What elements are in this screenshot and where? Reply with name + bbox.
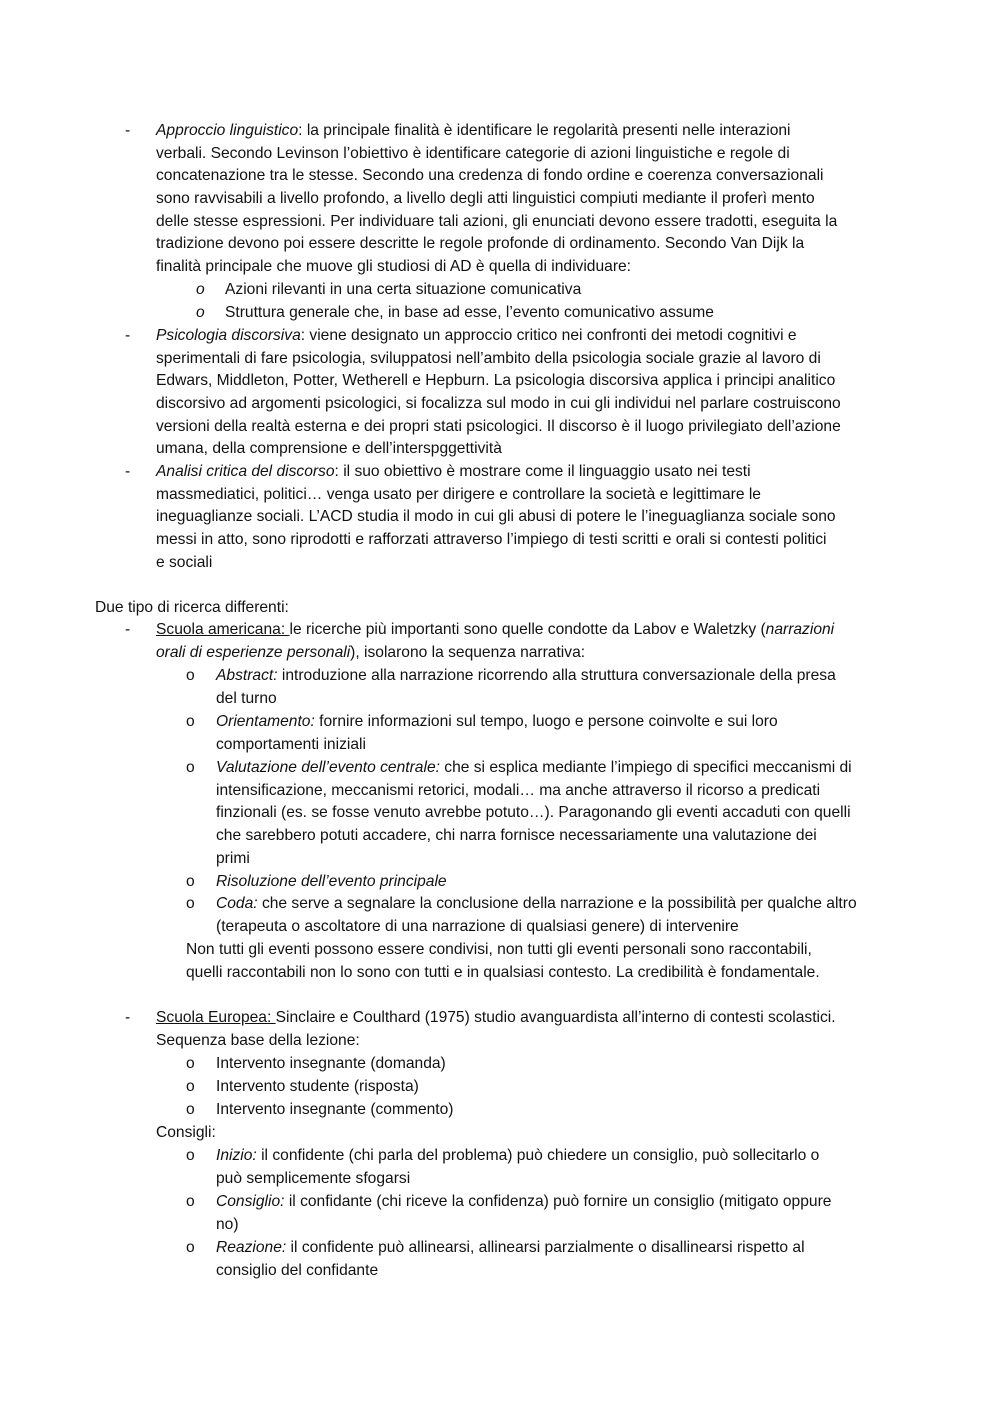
section-heading: Due tipo di ricerca differenti:: [95, 599, 289, 616]
term: Approccio linguistico: [156, 122, 299, 139]
list-item: Risoluzione dell’evento principale: [216, 873, 447, 890]
bullet-circle: o: [186, 873, 195, 890]
bullet-dash: -: [125, 122, 131, 139]
list-item: Inizio: il confidente (chi parla del problema) può chiedere un consiglio, può sollecitarlo o può semplicemente sfogarsi: [216, 1147, 820, 1187]
list-item: Struttura generale che, in base ad esse, l’evento comunicativo assume: [225, 304, 714, 321]
term: Psicologia discorsiva: [156, 327, 301, 344]
term: Scuola americana:: [156, 621, 290, 638]
bullet-circle: o: [196, 304, 205, 321]
list-item: Intervento insegnante (domanda): [216, 1055, 446, 1072]
list-item: Intervento insegnante (commento): [216, 1101, 454, 1118]
bullet-circle: o: [186, 1239, 195, 1256]
list-item: Valutazione dell’evento centrale: che si esplica mediante l’impiego di specifici meccanismi di intensificazione, meccanismi retorici, modali… ma anche attraverso il ricorso a predicati finzionali (es. se fosse venuto avrebbe potuto…). Paragonando gli eventi accaduti con quelli che sarebbero potuti accadere, chi narra fornisce necessariamente una valutazione dei primi: [216, 759, 852, 867]
term: Analisi critica del discorso: [156, 463, 335, 480]
bullet-dash: -: [125, 463, 131, 480]
list-item: Azioni rilevanti in una certa situazione comunicativa: [225, 281, 582, 298]
item-scuola-americana: Scuola americana: le ricerche più importanti sono quelle condotte da Labov e Waletzky (narrazioni orali di esperienze personali), isolarono la sequenza narrativa:: [156, 621, 835, 661]
bullet-circle: o: [186, 1193, 195, 1210]
bullet-circle: o: [186, 713, 195, 730]
list-item: Abstract: introduzione alla narrazione ricorrendo alla struttura conversazionale della presa del turno: [216, 667, 836, 707]
item-approccio-linguistico: Approccio linguistico: la principale finalità è identificare le regolarità presenti nelle interazioni verbali. Secondo Levinson l’obiettivo è identificare categorie di azioni linguistiche e regole di concatenazione tra le stesse. Secondo una credenza di fondo ordine e coerenza conversazionali sono ravvisabili a livello profondo, a livello degli atti linguistici compiuti mediante il proferì mento delle stesse espressioni. Per individuare tali azioni, gli enunciati devono essere tradotti, eseguita la tradizione devono poi essere descritte le regole profonde di ordinamento. Secondo Van Dijk la finalità principale che muove gli studiosi di AD è quella di individuare:: [156, 122, 838, 276]
list-item: Coda: che serve a segnalare la conclusione della narrazione e la possibilità per qualche altro (terapeuta o ascoltatore di una narrazione di qualsiasi genere) di intervenire: [216, 895, 857, 935]
note-paragraph: Non tutti gli eventi possono essere condivisi, non tutti gli eventi personali sono raccontabili, quelli raccontabili non lo sono con tutti e in qualsiasi contesto. La credibilità è fondamentale.: [186, 941, 820, 981]
bullet-circle: o: [186, 1078, 195, 1095]
list-item: Orientamento: fornire informazioni sul tempo, luogo e persone coinvolte e sui loro comportamenti iniziali: [216, 713, 778, 753]
list-item: Intervento studente (risposta): [216, 1078, 419, 1095]
bullet-dash: -: [125, 621, 131, 638]
bullet-circle: o: [186, 895, 195, 912]
bullet-circle: o: [186, 1147, 195, 1164]
bullet-circle: o: [196, 281, 205, 298]
bullet-dash: -: [125, 1009, 131, 1026]
bullet-circle: o: [186, 1055, 195, 1072]
item-analisi-critica: Analisi critica del discorso: il suo obiettivo è mostrare come il linguaggio usato nei testi massmediatici, politici… venga usato per dirigere e controllare la società e legittimare le ineguaglianze sociali. L’ACD studia il modo in cui gli abusi di potere le l’ineguaglianza sociale sono messi in atto, sono riprodotti e rafforzati attraverso l’impiego di testi scritti e orali si contesti politici e sociali: [156, 463, 836, 571]
list-item: Reazione: il confidente può allinearsi, allinearsi parzialmente o disallinearsi rispetto al consiglio del confidante: [216, 1239, 805, 1279]
consigli-label: Consigli:: [156, 1124, 216, 1141]
bullet-circle: o: [186, 1101, 195, 1118]
item-psicologia-discorsiva: Psicologia discorsiva: viene designato un approccio critico nei confronti dei metodi cognitivi e sperimentali di fare psicologia, sviluppatosi nell’ambito della psicologia sociale grazie al lavoro di Edwars, Middleton, Potter, Wetherell e Hepburn. La psicologia discorsiva applica i principi analitico discorsivo ad argomenti psicologici, si focalizza sul modo in cui gli individui nel parlare costruiscono versioni della realtà esterna e dei propri stati psicologici. Il discorso è il luogo privilegiato dell’azione umana, della comprensione e dell’interspggettività: [156, 327, 841, 458]
bullet-circle: o: [186, 759, 195, 776]
term: Scuola Europea:: [156, 1009, 276, 1026]
bullet-circle: o: [186, 667, 195, 684]
list-item: Consiglio: il confidante (chi riceve la confidenza) può fornire un consiglio (mitigato oppure no): [216, 1193, 832, 1233]
bullet-dash: -: [125, 327, 131, 344]
item-scuola-europea: Scuola Europea: Sinclaire e Coulthard (1975) studio avanguardista all’interno di contesti scolastici. Sequenza base della lezione:: [156, 1009, 836, 1049]
